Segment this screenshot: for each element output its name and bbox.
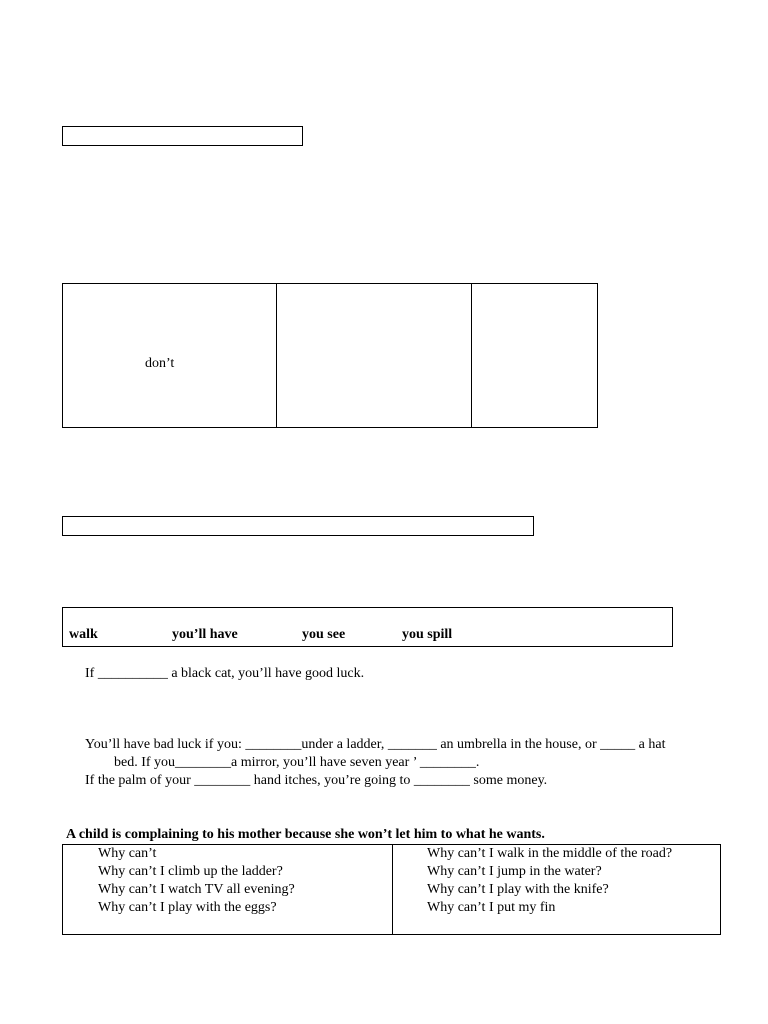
questions-right-column <box>393 845 720 934</box>
question-item: Why can’t I watch TV all evening? <box>98 882 295 897</box>
questions-left-column <box>63 845 393 934</box>
dont-label: don’t <box>145 356 175 371</box>
question-item: Why can’t I play with the knife? <box>427 882 609 897</box>
question-item: Why can’t I put my fin <box>427 900 556 915</box>
table-cell-1 <box>63 284 277 427</box>
word-bank-item: you’ll have <box>172 627 238 642</box>
sentence-3: If the palm of your ________ hand itches, you’re going to ________ some money. <box>85 773 548 788</box>
table-cell-2 <box>277 284 472 427</box>
question-item: Why can’t I jump in the water? <box>427 864 602 879</box>
word-bank-item: you see <box>302 627 346 642</box>
table-cell-3 <box>472 284 597 427</box>
section-2-box <box>62 516 534 536</box>
question-item: Why can’t I walk in the middle of the road? <box>427 846 673 861</box>
question-item: Why can’t I climb up the ladder? <box>98 864 283 879</box>
sentence-1: If __________ a black cat, you’ll have good luck. <box>85 666 365 681</box>
word-bank-item: you spill <box>402 627 453 642</box>
questions-table <box>62 844 721 935</box>
sentence-2-continued: bed. If you________a mirror, you’ll have seven year ’ ________. <box>114 755 480 770</box>
child-section-heading: A child is complaining to his mother because she won’t let him to what he wants. <box>66 827 545 842</box>
question-item: Why can’t <box>98 846 157 861</box>
superstition-table <box>62 283 598 428</box>
word-bank <box>62 607 673 647</box>
word-bank-item: walk <box>69 627 98 642</box>
title-box <box>62 126 303 146</box>
sentence-2: You’ll have bad luck if you: ________under a ladder, _______ an umbrella in the house, or _____ a hat <box>85 737 666 752</box>
question-item: Why can’t I play with the eggs? <box>98 900 277 915</box>
